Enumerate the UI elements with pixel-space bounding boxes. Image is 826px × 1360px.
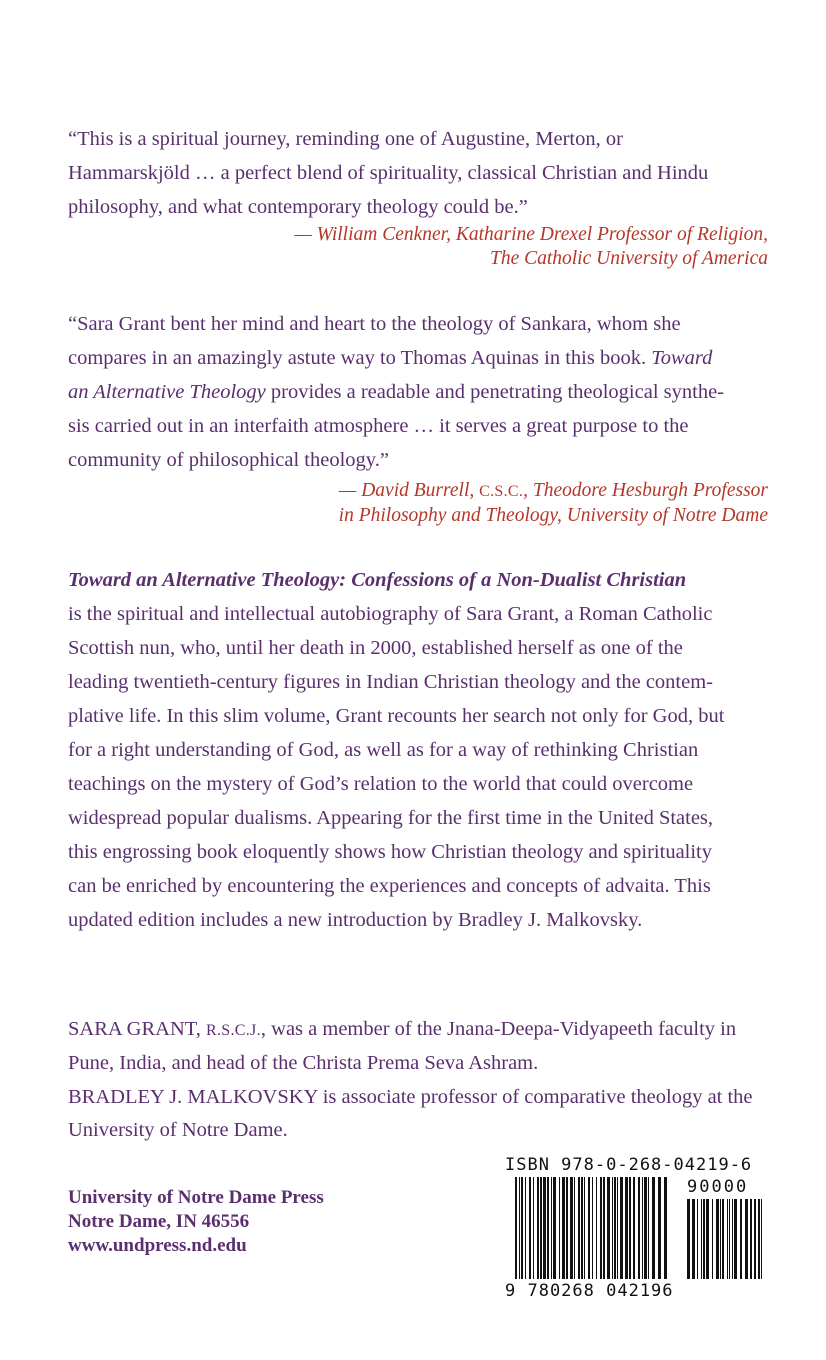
barcode-bar: [600, 1177, 602, 1279]
barcode-bar: [543, 1177, 546, 1279]
barcode-bar: [540, 1177, 542, 1279]
barcode-bar: [712, 1199, 713, 1279]
author-bio: [68, 1013, 768, 1080]
editor-bio: [68, 1081, 768, 1147]
quote-line: “Sara Grant bent her mind and heart to the theology of Sankara, whom she: [68, 313, 681, 335]
barcode-bar: [750, 1199, 752, 1279]
barcode-bar: [734, 1199, 737, 1279]
barcode-bar: [603, 1177, 605, 1279]
attribution-name: — David Burrell,: [339, 480, 475, 501]
quote-line: [68, 375, 768, 409]
barcode-bar: [614, 1177, 616, 1279]
book-title: Toward an Alternative Theology: Confessions of a Non-Dualist Christian: [68, 569, 687, 591]
attribution-line: — William Cenkner, Katharine Drexel Professor of Religion,: [294, 224, 768, 245]
description-line: teachings on the mystery of God’s relation to the world that could overcome: [68, 773, 694, 795]
barcode-bar: [592, 1177, 593, 1279]
barcode-bar: [727, 1199, 728, 1279]
barcode-bar: [562, 1177, 565, 1279]
description-line: is the spiritual and intellectual autobiography of Sara Grant, a Roman Catholic: [68, 603, 713, 625]
barcode-bar: [758, 1199, 760, 1279]
barcode-bar: [525, 1177, 526, 1279]
barcode-bar: [515, 1177, 517, 1279]
barcode-bar: [588, 1177, 590, 1279]
quote-line: Hammarskjöld … a perfect blend of spirituality, classical Christian and Hindu: [68, 162, 709, 184]
barcode-bar: [612, 1177, 613, 1279]
barcode-bar: [740, 1199, 742, 1279]
barcode-bar: [617, 1177, 618, 1279]
bio-line: BRADLEY J. MALKOVSKY is associate professor of comparative theology at the: [68, 1086, 753, 1108]
barcode-bar: [633, 1177, 635, 1279]
barcode-bar: [629, 1177, 631, 1279]
description-line: this engrossing book eloquently shows how Christian theology and spirituality: [68, 841, 712, 863]
bio-line: University of Notre Dame.: [68, 1119, 288, 1141]
barcode-bar: [720, 1199, 721, 1279]
barcode-bar: [745, 1199, 748, 1279]
barcode-bar: [658, 1177, 661, 1279]
barcode-bar: [607, 1177, 610, 1279]
attribution-burrell: [68, 479, 768, 528]
book-title-italic: Toward: [651, 347, 713, 369]
barcode-bar: [559, 1177, 560, 1279]
barcode-bar: [732, 1199, 733, 1279]
barcode-bar: [754, 1199, 756, 1279]
barcode-bar: [687, 1199, 690, 1279]
barcode-bar: [596, 1177, 597, 1279]
book-title-italic: an Alternative Theology: [68, 381, 266, 403]
bio-line: [68, 1013, 768, 1047]
barcode-bar: [664, 1177, 667, 1279]
quote-line: sis carried out in an interfaith atmosphere … it serves a great purpose to the: [68, 415, 689, 437]
barcode-bar: [570, 1177, 573, 1279]
barcode-bar: [584, 1177, 585, 1279]
isbn-label: ISBN 978-0-268-04219-6: [505, 1155, 753, 1175]
barcode-bar: [521, 1177, 523, 1279]
order-initials: R.S.C.J.: [206, 1022, 261, 1039]
author-name: SARA GRANT,: [68, 1018, 201, 1040]
barcode-bar: [581, 1177, 583, 1279]
price-code: 90000: [687, 1177, 749, 1197]
attribution-line: [68, 479, 768, 504]
isbn-barcode: [505, 1155, 767, 1305]
barcode-bar: [692, 1199, 695, 1279]
quote-text: compares in an amazingly astute way to Thomas Aquinas in this book.: [68, 347, 647, 369]
barcode-bar: [703, 1199, 705, 1279]
description-line: widespread popular dualisms. Appearing for the first time in the United States,: [68, 807, 714, 829]
barcode-bar: [701, 1199, 702, 1279]
barcode-bar: [644, 1177, 647, 1279]
barcode-bar: [547, 1177, 549, 1279]
ean-digits: 9 780268 042196: [505, 1281, 674, 1301]
barcode-bar: [578, 1177, 580, 1279]
barcode-bar: [620, 1177, 623, 1279]
barcode-bar: [722, 1199, 724, 1279]
publisher-name: University of Notre Dame Press: [68, 1187, 324, 1208]
barcode-bars: [505, 1175, 767, 1283]
description-line: can be enriched by encountering the experiences and concepts of advaita. This: [68, 875, 711, 897]
book-description: [68, 563, 768, 937]
quote-text: provides a readable and penetrating theological synthe-: [270, 381, 724, 403]
endorsement-burrell: [68, 307, 768, 477]
attribution-title: , Theodore Hesburgh Professor: [523, 480, 768, 501]
barcode-bar: [697, 1199, 698, 1279]
barcode-bar: [716, 1199, 719, 1279]
order-initials: C.S.C.: [479, 483, 524, 500]
attribution-cenkner: [68, 223, 768, 271]
barcode-bar: [706, 1199, 709, 1279]
barcode-bar: [566, 1177, 568, 1279]
barcode-bar: [529, 1177, 531, 1279]
publisher-address: Notre Dame, IN 46556: [68, 1211, 250, 1232]
publisher-url: www.undpress.nd.edu: [68, 1235, 247, 1256]
publisher-info: [68, 1186, 324, 1258]
quote-line: [68, 341, 768, 375]
barcode-bar: [642, 1177, 643, 1279]
attribution-line: The Catholic University of America: [489, 248, 768, 269]
description-line: leading twentieth-century figures in Indian Christian theology and the contem-: [68, 671, 713, 693]
description-line: plative life. In this slim volume, Grant recounts her search not only for God, but: [68, 705, 725, 727]
barcode-bar: [648, 1177, 649, 1279]
barcode-bar: [729, 1199, 730, 1279]
quote-line: “This is a spiritual journey, reminding one of Augustine, Merton, or: [68, 128, 623, 150]
barcode-bar: [519, 1177, 520, 1279]
barcode-bar: [537, 1177, 539, 1279]
barcode-bar: [625, 1177, 628, 1279]
bio-line: Pune, India, and head of the Christa Prema Seva Ashram.: [68, 1052, 539, 1074]
quote-line: philosophy, and what contemporary theology could be.”: [68, 196, 528, 218]
description-line: Scottish nun, who, until her death in 2000, established herself as one of the: [68, 637, 683, 659]
barcode-bar: [551, 1177, 552, 1279]
barcode-bar: [638, 1177, 640, 1279]
quote-line: community of philosophical theology.”: [68, 449, 389, 471]
bio-text: , was a member of the Jnana-Deepa-Vidyapeeth faculty in: [260, 1018, 737, 1040]
barcode-bar: [574, 1177, 575, 1279]
description-line: updated edition includes a new introduction by Bradley J. Malkovsky.: [68, 909, 643, 931]
barcode-bar: [533, 1177, 534, 1279]
barcode-bar: [652, 1177, 655, 1279]
endorsement-cenkner: [68, 122, 768, 224]
description-line: for a right understanding of God, as well as for a way of rethinking Christian: [68, 739, 699, 761]
barcode-bar: [553, 1177, 556, 1279]
barcode-bar: [761, 1199, 762, 1279]
attribution-line: in Philosophy and Theology, University of Notre Dame: [338, 505, 768, 526]
